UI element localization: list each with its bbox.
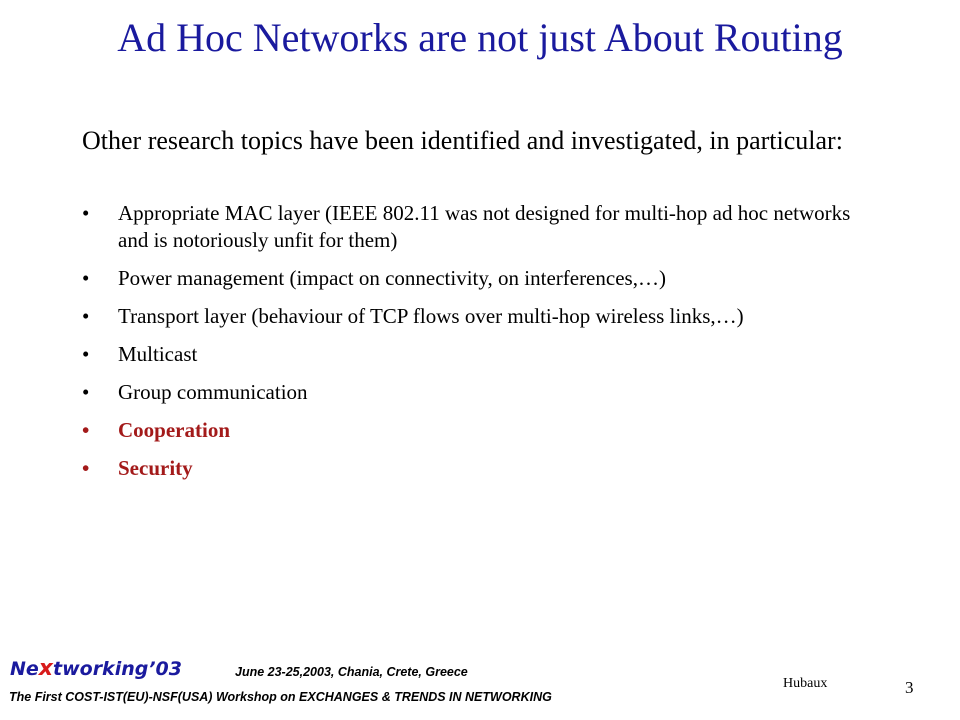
- bullet-item-mac-layer: [82, 200, 862, 254]
- bullet-icon: •: [82, 304, 90, 328]
- bullet-text: Group communication: [118, 380, 308, 404]
- intro-paragraph: Other research topics have been identified and investigated, in particular:: [82, 126, 843, 155]
- bullet-text: Multicast: [118, 342, 198, 366]
- bullet-text: Security: [118, 456, 193, 480]
- bullet-text: Power management (impact on connectivity, on interferences,…): [118, 266, 666, 290]
- nextworking-logo: [10, 656, 182, 681]
- bullet-icon: •: [82, 456, 90, 480]
- bullet-item-power-management: [82, 265, 862, 292]
- page-number: 3: [905, 678, 914, 697]
- bullet-item-transport-layer: [82, 303, 862, 330]
- bullet-item-group-communication: [82, 379, 862, 406]
- bullet-item-multicast: [82, 341, 862, 368]
- logo-x-mark: x: [38, 656, 53, 681]
- bullet-icon: •: [82, 342, 90, 366]
- bullet-item-cooperation: [82, 417, 862, 444]
- bullet-item-security: [82, 455, 862, 482]
- bullet-text: Cooperation: [118, 418, 230, 442]
- footer-workshop-title: The First COST-IST(EU)-NSF(USA) Workshop on EXCHANGES & TRENDS IN NETWORKING: [9, 690, 552, 704]
- bullet-icon: •: [82, 418, 90, 442]
- logo-text-start: Ne: [10, 658, 39, 680]
- logo-text-end: tworking’03: [53, 658, 182, 680]
- bullet-icon: •: [82, 266, 90, 290]
- bullet-text: Transport layer (behaviour of TCP flows over multi-hop wireless links,…): [118, 304, 744, 328]
- bullet-icon: •: [82, 380, 90, 404]
- bullet-text: Appropriate MAC layer (IEEE 802.11 was not designed for multi-hop ad hoc networks and is notoriously unfit for them): [118, 201, 851, 252]
- author-name: Hubaux: [783, 676, 828, 691]
- footer-date-location: June 23-25,2003, Chania, Crete, Greece: [235, 665, 468, 679]
- slide-title: Ad Hoc Networks are not just About Routing: [117, 15, 843, 60]
- bullet-list: [82, 200, 862, 493]
- bullet-icon: •: [82, 201, 90, 225]
